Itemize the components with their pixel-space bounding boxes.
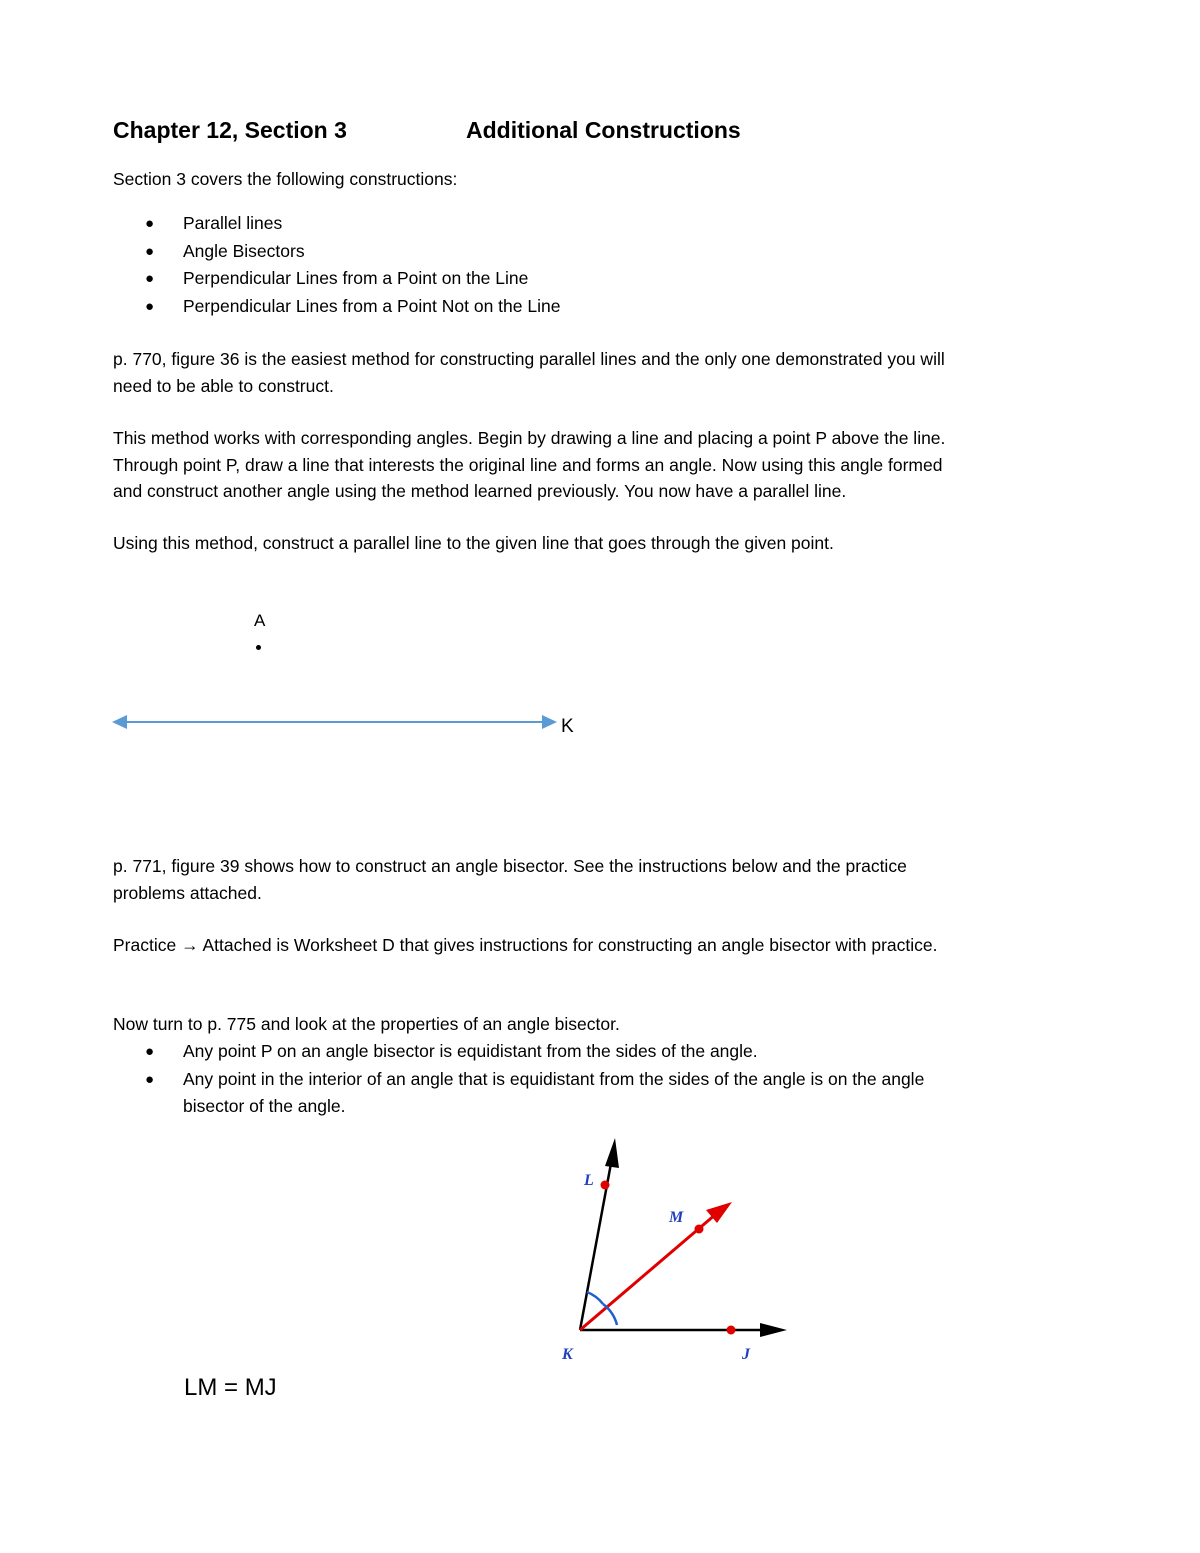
paragraph-method: This method works with corresponding angles. Begin by drawing a line and placing a point P above the line. Through point P, draw a line that interests the original line and forms an angle. Now using this angle formed and construct another angle using the method learned previously. You now have a parallel line. xyxy=(113,428,946,501)
point-l xyxy=(601,1181,610,1190)
label-l: L xyxy=(584,1172,594,1189)
list-item: ● Angle Bisectors xyxy=(145,238,560,266)
line-label-k: K xyxy=(561,716,574,737)
list-item: ● Perpendicular Lines from a Point on the Line xyxy=(145,265,560,293)
equation-text: LM = MJ xyxy=(184,1374,277,1401)
list-item: ● Any point P on an angle bisector is equidistant from the sides of the angle. xyxy=(145,1038,924,1066)
bullet-icon: ● xyxy=(145,1043,155,1060)
bullet-icon: ● xyxy=(145,270,155,288)
label-k: K xyxy=(562,1346,573,1363)
paragraph-instruction: Using this method, construct a parallel line to the given line that goes through the given point. xyxy=(113,533,834,553)
ray-kj-arrow-icon xyxy=(760,1323,787,1337)
chapter-heading: Chapter 12, Section 3 xyxy=(113,117,347,143)
point-m xyxy=(695,1225,704,1234)
angle-mark-lower xyxy=(603,1304,617,1325)
paragraph-figure39: p. 771, figure 39 shows how to construct an angle bisector. See the instructions below and the practice problems attached. xyxy=(113,856,907,903)
section-title: Additional Constructions xyxy=(466,117,741,143)
angle-mark-upper xyxy=(587,1292,603,1304)
point-label-a: A xyxy=(254,611,266,630)
label-m: M xyxy=(669,1209,684,1226)
bullet-icon: ● xyxy=(145,215,155,232)
bullet-icon: ● xyxy=(145,242,155,260)
paragraph-practice: Practice → Attached is Worksheet D that gives instructions for constructing an angle bisector with practice. xyxy=(113,935,938,955)
list-item: ● Any point in the interior of an angle that is equidistant from the sides of the angle is on the angle bisector of the angle. xyxy=(145,1066,924,1121)
list-item: ● Perpendicular Lines from a Point Not on the Line xyxy=(145,293,560,321)
paragraph-figure36: p. 770, figure 36 is the easiest method for constructing parallel lines and the only one demonstrated you will need to be able to construct. xyxy=(113,349,945,396)
bullet-icon: ● xyxy=(145,1070,155,1088)
bullet-icon: ● xyxy=(145,297,155,315)
paragraph-properties: Now turn to p. 775 and look at the properties of an angle bisector. xyxy=(113,1014,620,1034)
intro-text: Section 3 covers the following constructions: xyxy=(113,169,458,189)
label-j: J xyxy=(742,1346,750,1363)
list-item: ● Parallel lines xyxy=(145,210,560,238)
point-j xyxy=(727,1326,736,1335)
ray-kl-arrow-icon xyxy=(605,1138,619,1168)
